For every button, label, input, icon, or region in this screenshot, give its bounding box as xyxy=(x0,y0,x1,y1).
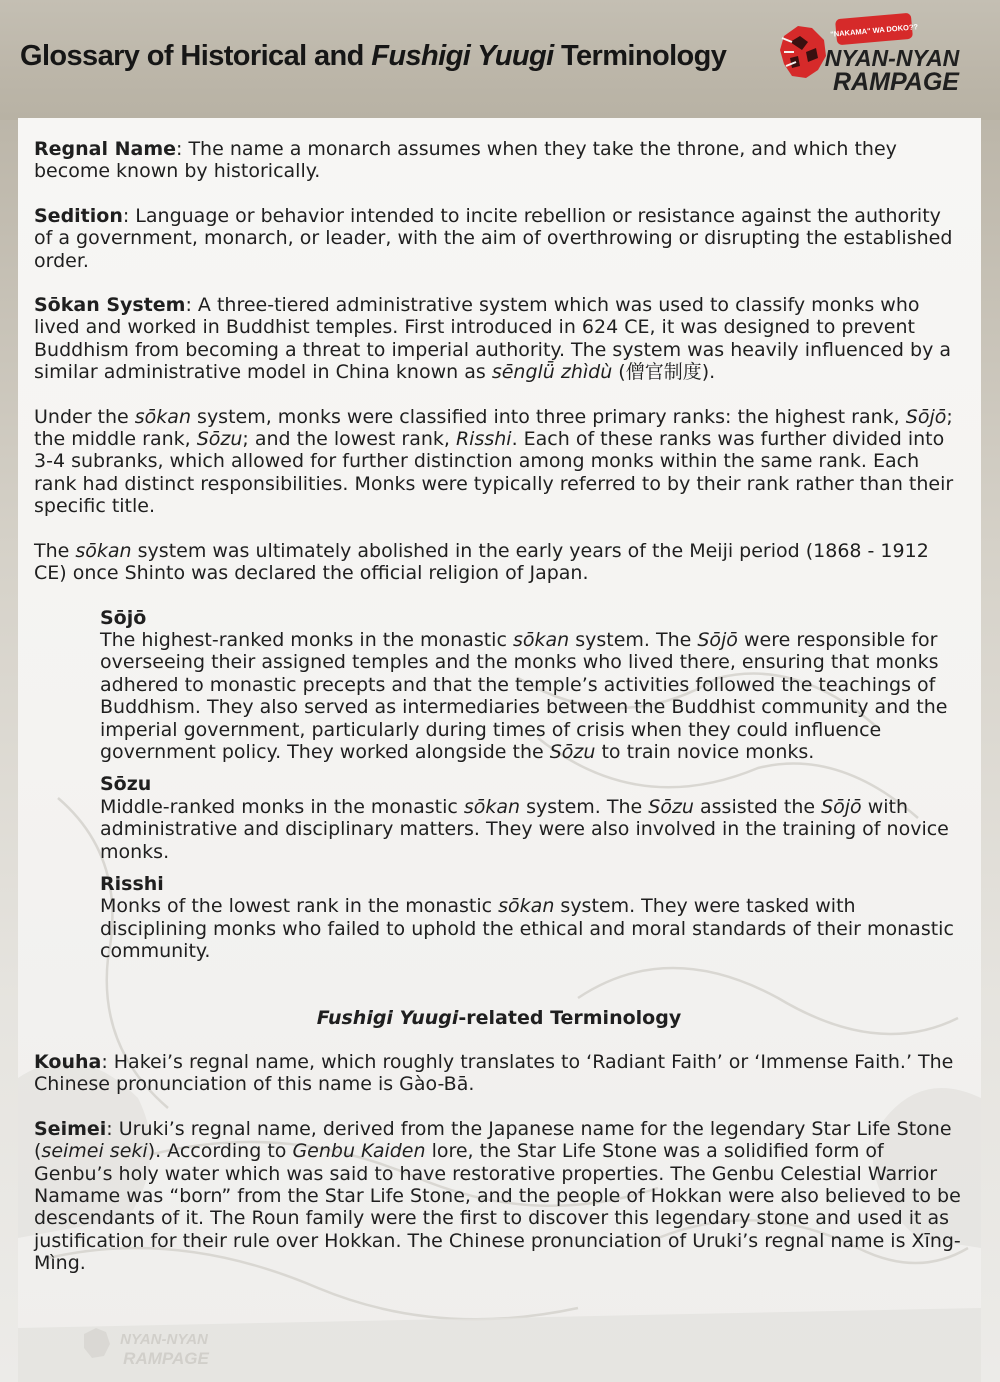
entry-seimei: Seimei: Uruki’s regnal name, derived from the Japanese name for the legendary Star Life Stone (seimei seki). According to Genbu Kaiden lore, the Star Life Stone was a solidified form of Genbu’s holy water which was said to have restorative properties. The Genbu Celestial Warrior Namame was “born” from the Star Life Stone, and the people of Hokkan were also believed to be descendants of it. The Roun family were the first to discover this legendary stone and used it as justification for their rule over Hokkan. The Chinese pronunciation of Uruki’s regnal name is Xīng-Mìng. xyxy=(34,1117,961,1275)
rank-name-sojo: Sōjō xyxy=(100,606,147,629)
watermark-line1: NYAN-NYAN xyxy=(120,1331,208,1348)
rank-risshi: Risshi Monks of the lowest rank in the monastic sōkan system. They were tasked with disciplining monks who failed to uphold the ethical and moral standards of their monastic community. xyxy=(100,873,964,963)
entry-kouha: Kouha: Hakei’s regnal name, which roughly translates to ‘Radiant Faith’ or ‘Immense Faith.’ The Chinese pronunciation of this name is Gào-Bā. xyxy=(34,1051,954,1096)
rank-sozu: Sōzu Middle-ranked monks in the monastic sōkan system. The Sōzu assisted the Sōjō with administrative and disciplinary matters. They were also involved in the training of novice monks. xyxy=(100,773,964,863)
section-heading-fushigi-yuugi: Fushigi Yuugi-related Terminology xyxy=(316,1006,682,1029)
glossary-panel xyxy=(18,118,981,1382)
paragraph-abolished: The sōkan system was ultimately abolished in the early years of the Meiji period (1868 - 1912 CE) once Shinto was declared the official religion of Japan. xyxy=(34,539,929,585)
entry-sedition: Sedition: Language or behavior intended to incite rebellion or resistance against the authority of a government, monarch, or leader, with the aim of overthrowing or disrupting the established order. xyxy=(34,204,953,272)
glossary-content xyxy=(34,138,964,1297)
entry-regnal-name: Regnal Name: The name a monarch assumes when they take the throne, and which they become known by historically. xyxy=(34,138,897,183)
page-title: Glossary of Historical and Fushigi Yuugi Terminology xyxy=(20,40,727,72)
rank-name-risshi: Risshi xyxy=(100,872,164,895)
logo-badge-text: "NAKAMA" WA DOKO?? xyxy=(829,22,919,39)
entry-sokan-system: Sōkan System: A three-tiered administrative system which was used to classify monks who lived and worked in Buddhist temples. First introduced in 624 CE, it was designed to prevent Buddhism from becoming a threat to imperial authority. The system was heavily influenced by a similar administrative model in China known as sēnglǖ zhìdù (僧官制度). xyxy=(34,294,951,384)
paragraph-ranks-intro: Under the sōkan system, monks were classified into three primary ranks: the highest rank, Sōjō; the middle rank, Sōzu; and the lowest rank, Risshi. Each of these ranks was further divided into 3-4 subranks, which allowed for further distinction among monks within the same rank. Each rank had distinct responsibilities. Monks were typically referred to by their rank rather than their specific title. xyxy=(34,405,954,518)
term-sokan-system: Sōkan System xyxy=(34,294,186,317)
term-kouha: Kouha xyxy=(34,1051,102,1073)
rank-sojo: Sōjō The highest-ranked monks in the monastic sōkan system. The Sōjō were responsible for overseeing their assigned temples and the monks who lived there, ensuring that monks adhered to monastic precepts and that the temple’s activities followed the teachings of Buddhism. They also served as intermediaries between the Buddhist community and the imperial government, particularly during times of crisis when they could influence government policy. They worked alongside the Sōzu to train novice monks. xyxy=(100,607,964,764)
rank-name-sozu: Sōzu xyxy=(100,773,152,796)
term-sedition: Sedition xyxy=(34,204,123,227)
logo-badge xyxy=(830,13,919,46)
nyan-nyan-rampage-logo xyxy=(778,12,964,96)
logo-line1: NYAN-NYAN xyxy=(824,45,960,71)
tiger-head-icon xyxy=(780,26,826,78)
term-seimei: Seimei xyxy=(34,1117,107,1140)
watermark-line2: RAMPAGE xyxy=(123,1349,209,1368)
nyan-nyan-rampage-watermark xyxy=(82,1322,222,1372)
logo-line2: RAMPAGE xyxy=(833,68,959,96)
term-regnal-name: Regnal Name xyxy=(34,138,176,160)
